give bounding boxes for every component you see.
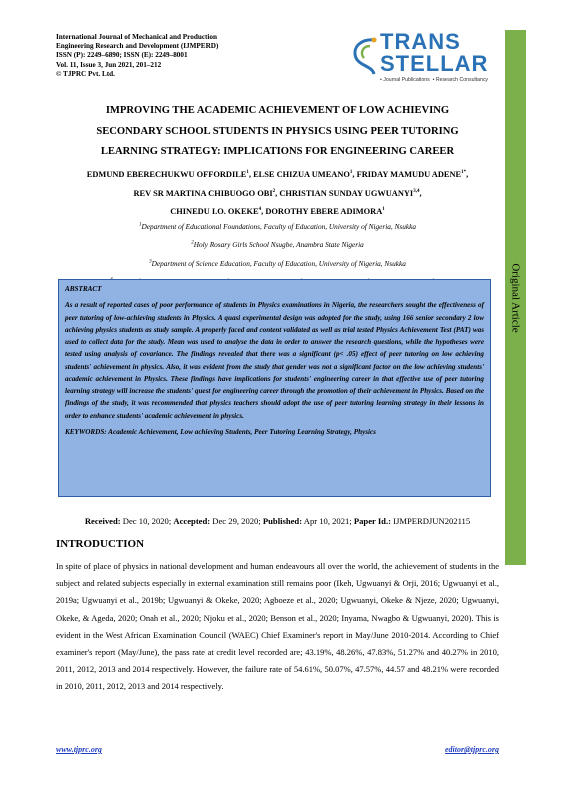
accepted-date: Dec 29, 2020; (210, 516, 263, 526)
title-line: LEARNING STRATEGY: IMPLICATIONS FOR ENGINEERING CAREER (100, 146, 455, 157)
author-affiliation-mark: 3,4 (413, 188, 420, 194)
author-affiliation-mark: 1 (246, 170, 249, 176)
affiliation-mark: 2 (191, 240, 194, 246)
abstract-box (58, 279, 491, 497)
affiliation (56, 236, 499, 254)
journal-issn: ISSN (P): 2249–6890; ISSN (E): 2249–8001 (56, 51, 188, 60)
journal-volume: Vol. 11, Issue 3, Jun 2021, 201–212 (56, 60, 162, 69)
footer-email-link[interactable]: editor@tjprc.org (445, 745, 499, 754)
author-affiliation-mark: 1 (382, 207, 385, 213)
author-name: , DOROTHY EBERE ADIMORA (261, 207, 383, 216)
abstract-body: As a result of reported cases of poor performance of students in Physics examinations in Nigeria, the researchers sought the effectiveness of peer tutoring of low-achieving students in Physics. A quasi experimental design was adopted for the study, using 166 senior secondary 2 low achieving physics students as study sample. A properly faced and content validated as well as trial tested Physics Achievement Test (PAT) was used to collect data for the study. Mean was used to analyse the data in order to answer the research questions, while the hypotheses were tested using analysis of covariance. The findings revealed that there was a significant (p< .05) effect of peer tutoring on low achieving students' achievement in physics. Also, it was evident from the study that gender was not a significant factor on the low achieving students' academic achievement in Physics. These findings have implications for students' engineering career in that effective use of peer tutoring learning strategy will increase the students' quest for engineering career through the promotion of their achievement in Physics. Based on the findings of the study, it was recommended that physics teachers should adopt the use of peer tutoring learning strategy in their lessons in order to enhance students' academic achievement in physics. (65, 301, 484, 420)
author-affiliation-mark: 1 (349, 170, 353, 176)
author-name: CHINEDU I.O. OKEKE (170, 207, 259, 216)
journal-name-line1: International Journal of Mechanical and Production (56, 33, 217, 41)
publisher-logo (350, 30, 500, 86)
author-name: , (419, 188, 422, 198)
author-line (56, 166, 499, 185)
submission-dates (56, 516, 499, 526)
logo-tag-consultancy: • Research Consultancy (432, 77, 489, 83)
author-affiliation-mark: 2 (272, 188, 276, 194)
logo-tagline (380, 77, 488, 83)
logo-swirl-icon (350, 34, 380, 80)
footer-website-link[interactable]: www.tjprc.org (56, 745, 102, 754)
journal-info (56, 33, 218, 79)
author-name: , FRIDAY MAMUDU ADENE (352, 170, 462, 179)
logo-word-trans: TRANS (380, 29, 461, 54)
article-type-label (505, 30, 526, 565)
accepted-label: Accepted: (173, 516, 211, 526)
author-name: EDMUND EBERECHUKWU OFFORDILE (86, 170, 247, 179)
published-date: Apr 10, 2021; (302, 516, 354, 526)
author-name: , (466, 170, 469, 179)
title-line: SECONDARY SCHOOL STUDENTS IN PHYSICS USING PEER TUTORING (96, 125, 459, 137)
author-list (56, 166, 499, 222)
affiliation-text: Department of Educational Foundations, Faculty of Education, University of Nigeria, Nsukka (141, 222, 417, 231)
paper-title (56, 101, 499, 163)
section-heading-introduction: INTRODUCTION (56, 538, 145, 550)
logo-tag-publications: • Journal Publications (380, 77, 430, 83)
affiliation-text: Holy Rosary Girls School Nsugbe, Anambra State Nigeria (193, 240, 364, 250)
logo-word-stellar: STELLAR (380, 51, 489, 76)
author-line (56, 185, 499, 204)
paper-id: IJMPERDJUN202115 (390, 516, 471, 526)
affiliation (56, 218, 499, 236)
received-date: Dec 10, 2020; (120, 516, 174, 526)
author-name: , CHRISTIAN SUNDAY UGWUANYI (275, 188, 414, 198)
affiliation-mark: 1 (138, 222, 142, 228)
abstract-heading: ABSTRACT (65, 285, 102, 293)
affiliation-mark: 3 (149, 259, 152, 265)
author-name: , ELSE CHIZUA UMEANO (248, 170, 350, 179)
author-name: REV SR MARTINA CHIBUOGO OBI (133, 188, 273, 198)
author-affiliation-mark: 1* (461, 170, 467, 176)
affiliation (56, 255, 499, 273)
article-type-text: Original Article (509, 262, 522, 333)
paper-id-label: Paper Id.: (353, 516, 391, 526)
received-label: Received: (84, 516, 121, 526)
journal-name-line2: Engineering Research and Development (IJMPERD) (56, 42, 219, 51)
affiliation-text: Department of Science Education, Faculty of Education, University of Nigeria, Nsukka (151, 258, 406, 268)
title-line: IMPROVING THE ACADEMIC ACHIEVEMENT OF LOW ACHIEVING (105, 105, 450, 116)
journal-copyright: © TJPRC Pvt. Ltd. (56, 69, 115, 78)
published-label: Published: (262, 516, 303, 526)
introduction-paragraph: In spite of place of physics in national development and human endeavours all over the world, the achievement of students in the subject and related subjects especially in external examination still remains poor (Ikeh, Ugwuanyi & Orji, 2016; Ugwuanyi et al., 2019a; Ugwuanyi et al., 2019b; Ugwuanyi & Okeke, 2020; Agboeze et al., 2020; Ugwuanyi, Okeke & Njeze, 2020; Ugwuanyi, Okeke, & Ageda, 2020; Onah et al., 2020; Njoku et al., 2020; Benson et al., 2020; Inyama, Nwagbo & Ugwuanyi, 2020). This is evident in the West African Examination Council (WAEC) Chief Examiner's report in May/June 2010-2014. According to Chief examiner's report (May/June), the pass rate at credit level recorded are; 43.19%, 48.26%, 47.83%, 51.27% and 40.27% in 2010, 2011, 2012, 2013 and 2014 respectively. However, the failure rate of 54.61%, 50.07%, 47.57%, 44.57 and 48.21% were recorded in 2010, 2011, 2012, 2013 and 2014 respectively. (56, 561, 499, 692)
keywords: KEYWORDS: Academic Achievement, Low achieving Students, Peer Tutoring Learning Strategy, Physics (65, 427, 376, 436)
author-affiliation-mark: 4 (258, 207, 262, 213)
